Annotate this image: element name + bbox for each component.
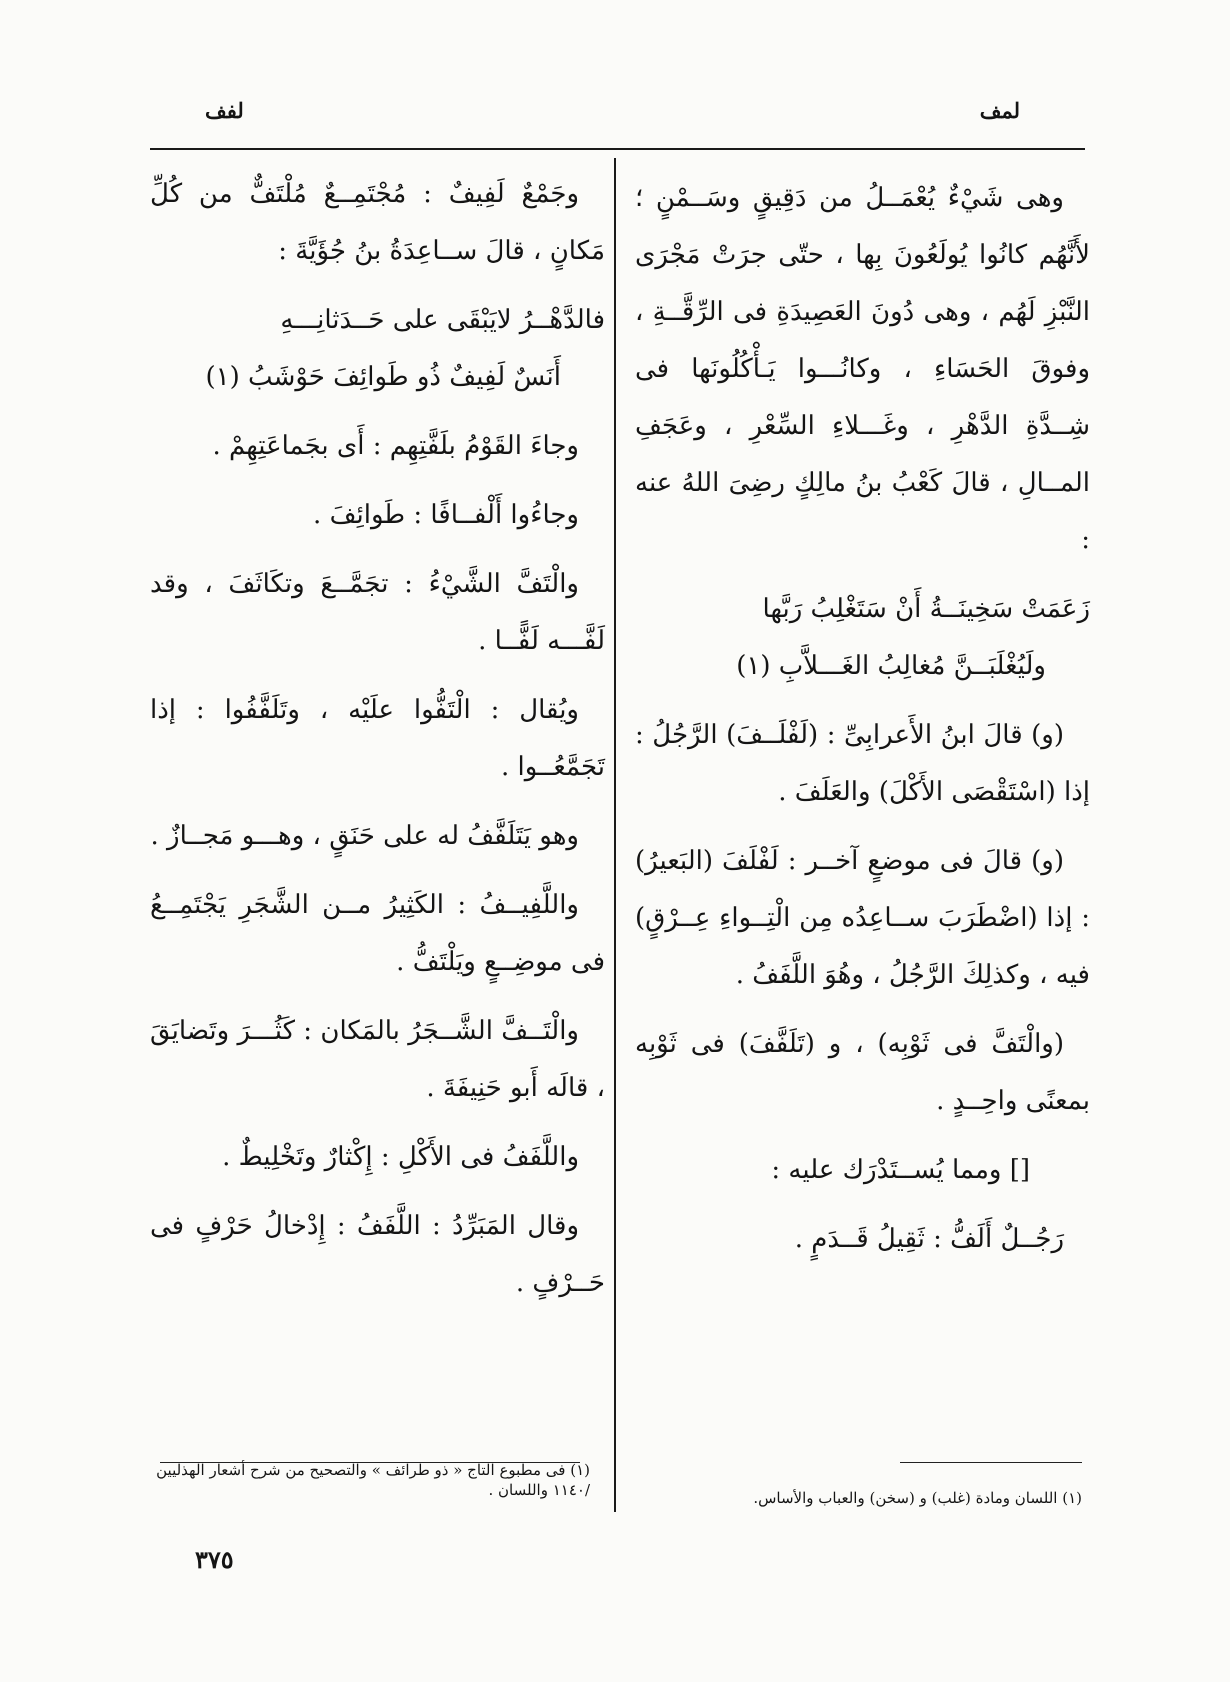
footnote-left: (١) فى مطبوع التاج « ذو طرائف » والتصحيح من شرح أشعار الهذليين /١١٤٠ واللسان . bbox=[156, 1461, 590, 1499]
verse-hemistich-2: أَنَسٌ لَفِيفٌ ذُو طَوائِفَ حَوْشَبُ (١) bbox=[205, 362, 561, 392]
paragraph: وهى شَيْءٌ يُعْمَــلُ من دَقِيقٍ وسَــمْنٍ ؛ لأَنَّهُم كانُوا يُولَعُونَ بِها ، حتّى جرَتْ مَجْرَى النَّبْزِ لَهُم ، وهى دُونَ العَصِيدَةِ فى الرِّقَّــةِ ، وفوقَ الحَسَاءِ ، وكانُـــوا يَـأْكُلُونَها فى شِــدَّةِ الدَّهْرِ ، وغَـــلاءِ السِّعْرِ ، وعَجَفِ المــالِ ، قالَ كَعْبُ بنُ مالِكٍ رضِىَ اللهُ عنه : bbox=[635, 183, 1090, 555]
right-column bbox=[635, 170, 1090, 1280]
paragraph: واللَّفِيــفُ : الكَثِيرُ مــن الشَّجَرِ يَجْتَمِــعُ فى موضِــعٍ ويَلْتَفُّ . bbox=[150, 890, 605, 977]
column-divider bbox=[614, 158, 616, 1512]
header-rule bbox=[150, 148, 1085, 150]
running-header-left: لفف bbox=[205, 98, 244, 123]
paragraph: وهو يَتَلَفَّفُ له على حَنَقٍ ، وهـــو مَجــازٌ . bbox=[150, 821, 579, 851]
paragraph: (والْتَفَّ فى ثَوْبِه) ، و (تَلَفَّفَ) فى ثَوْبِه بمعنًى واحِــدٍ . bbox=[635, 1029, 1090, 1116]
verse-hemistich-1: زَعَمَتْ سَخِينَــةُ أَنْ سَتَغْلِبُ رَبَّها bbox=[762, 594, 1090, 624]
poem-verse bbox=[150, 292, 605, 406]
paragraph: رَجُــلٌ أَلَفُّ : ثَقِيلُ قَــدَمٍ . bbox=[794, 1224, 1064, 1254]
paragraph: (و) قالَ فى موضعٍ آخــر : لَفْلَفَ (البَعيرُ) : إذا (اضْطَرَبَ ســاعِدُه مِن الْتِــواءِ عِــرْقٍ) فيه ، وكذلِكَ الرَّجُلُ ، وهُوَ اللَّفَفُ . bbox=[635, 846, 1090, 990]
left-column bbox=[150, 166, 605, 1324]
footnote-rule-right bbox=[900, 1462, 1082, 1463]
verse-hemistich-2: ولَيُغْلَبَــنَّ مُغالِبُ الغَـــلاَّبِ (١) bbox=[736, 651, 1046, 681]
poem-verse bbox=[635, 581, 1090, 695]
paragraph: والْتَــفَّ الشَّــجَرُ بالمَكان : كَثُـــرَ وتَضايَقَ ، قالَه أَبو حَنِيفَةَ . bbox=[150, 1016, 605, 1103]
running-header-right: لمف bbox=[979, 98, 1020, 123]
paragraph: وجاءُوا أَلْفــافًا : طَوائِفَ . bbox=[313, 500, 579, 530]
paragraph: وجاءَ القَوْمُ بلَفَّتِهِم : أَى بجَماعَتِهِمْ . bbox=[212, 431, 579, 461]
paragraph: واللَّفَفُ فى الأَكْلِ : إِكْثارٌ وتَخْلِيطٌ . bbox=[222, 1142, 579, 1172]
page-number: ٣٧٥ bbox=[195, 1545, 234, 1574]
verse-hemistich-1: فالدَّهْــرُ لايَبْقَى على حَــدَثانِـــهِ bbox=[280, 305, 605, 335]
paragraph: والْتَفَّ الشَّيْءُ : تجَمَّــعَ وتكَاثَفَ ، وقد لَفَّـــه لَفًّــا . bbox=[150, 569, 605, 656]
paragraph: وجَمْعٌ لَفِيفٌ : مُجْتَمِــعٌ مُلْتَفٌّ من كُلِّ مَكانٍ ، قالَ ســاعِدَةُ بنُ جُؤَيَّةَ : bbox=[150, 179, 605, 266]
paragraph: ويُقال : الْتَفُّوا علَيْه ، وتَلَفَّفُوا : إذا تَجَمَّعُــوا . bbox=[150, 695, 605, 782]
paragraph: وقال المَبَرِّدُ : اللَّفَفُ : إِدْخالُ حَرْفٍ فى حَــرْفٍ . bbox=[150, 1211, 605, 1298]
paragraph: [] ومما يُســتَدْرَك عليه : bbox=[771, 1155, 1030, 1185]
paragraph: (و) قالَ ابنُ الأَعرابِىِّ : (لَفْلَــفَ) الرَّجُلُ : إذا (اسْتَقْصَى الأَكْلَ) والعَلَفَ . bbox=[635, 720, 1090, 807]
footnote-right: (١) اللسان ومادة (غلب) و (سخن) والعباب والأساس. bbox=[753, 1489, 1082, 1507]
